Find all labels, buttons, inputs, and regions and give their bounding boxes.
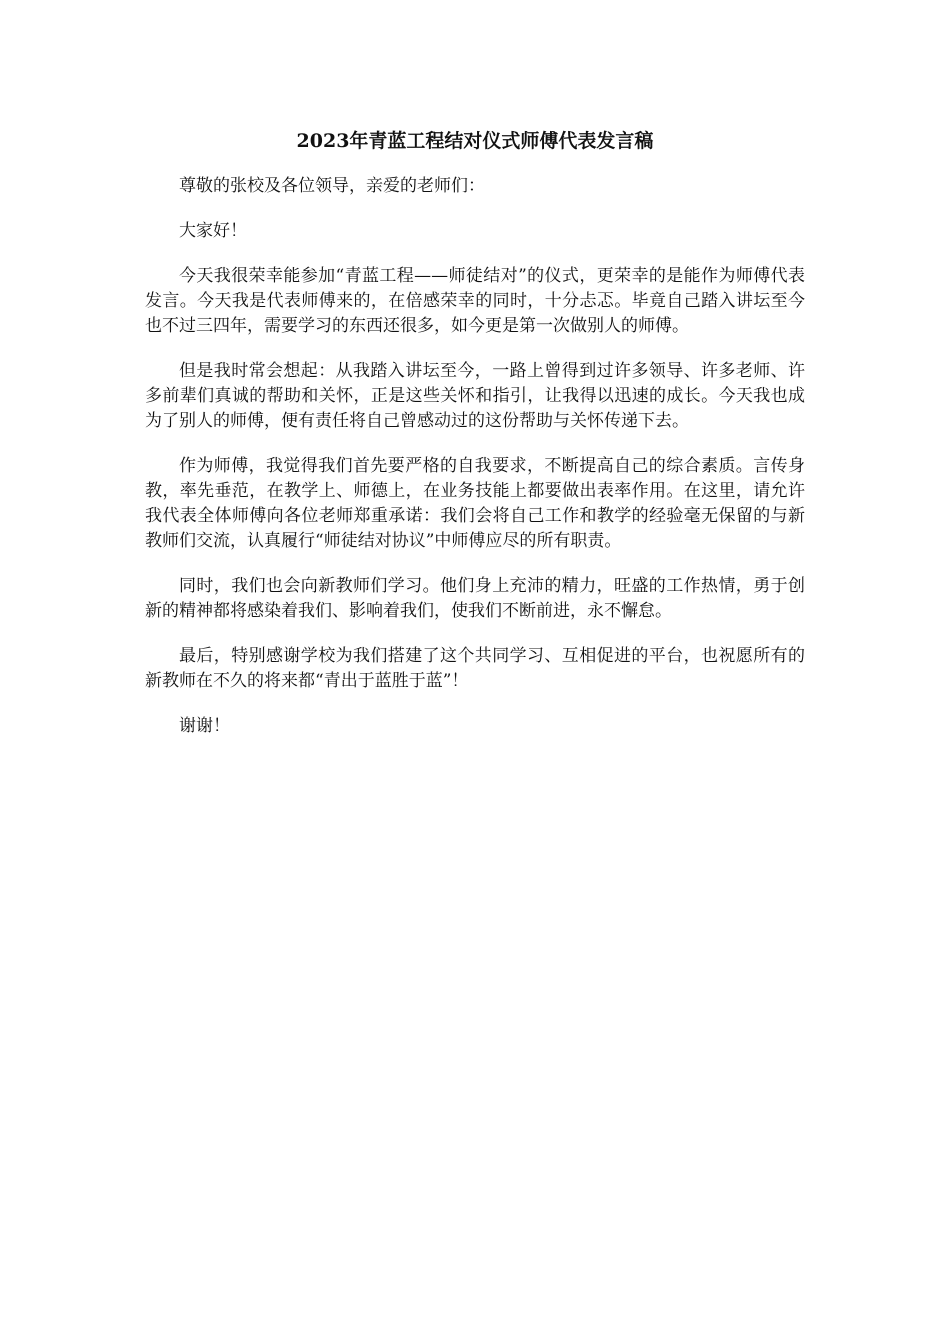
- salutation-paragraph: 尊敬的张校及各位领导，亲爱的老师们：: [179, 176, 485, 196]
- body-paragraph: 同时，我们也会向新教师们学习。他们身上充沛的精力，旺盛的工作热情，勇于创新的精神都将感染着我们、影响着我们，使我们不断前进，永不懈怠。: [145, 576, 805, 621]
- document-page: [145, 126, 805, 759]
- body-paragraph: 最后，特别感谢学校为我们搭建了这个共同学习、互相促进的平台，也祝愿所有的新教师在不久的将来都“青出于蓝胜于蓝”！: [145, 646, 805, 691]
- body-paragraph: 今天我很荣幸能参加“青蓝工程——师徒结对”的仪式，更荣幸的是能作为师傅代表发言。今天我是代表师傅来的，在倍感荣幸的同时，十分忐忑。毕竟自己踏入讲坛至今也不过三四年，需要学习的东西还很多，如今更是第一次做别人的师傅。: [145, 266, 805, 336]
- body-paragraph: 作为师傅，我觉得我们首先要严格的自我要求，不断提高自己的综合素质。言传身教，率先垂范，在教学上、师德上，在业务技能上都要做出表率作用。在这里，请允许我代表全体师傅向各位老师郑重承诺：我们会将自己工作和教学的经验毫无保留的与新教师们交流，认真履行“师徒结对协议”中师傅应尽的所有职责。: [145, 456, 805, 551]
- greeting-paragraph: 大家好！: [179, 221, 247, 241]
- body-paragraph: 但是我时常会想起：从我踏入讲坛至今，一路上曾得到过许多领导、许多老师、许多前辈们真诚的帮助和关怀，正是这些关怀和指引，让我得以迅速的成长。今天我也成为了别人的师傅，便有责任将自己曾感动过的这份帮助与关怀传递下去。: [145, 361, 805, 431]
- closing-paragraph: 谢谢！: [179, 716, 230, 736]
- document-title: 2023年青蓝工程结对仪式师傅代表发言稿: [296, 130, 654, 152]
